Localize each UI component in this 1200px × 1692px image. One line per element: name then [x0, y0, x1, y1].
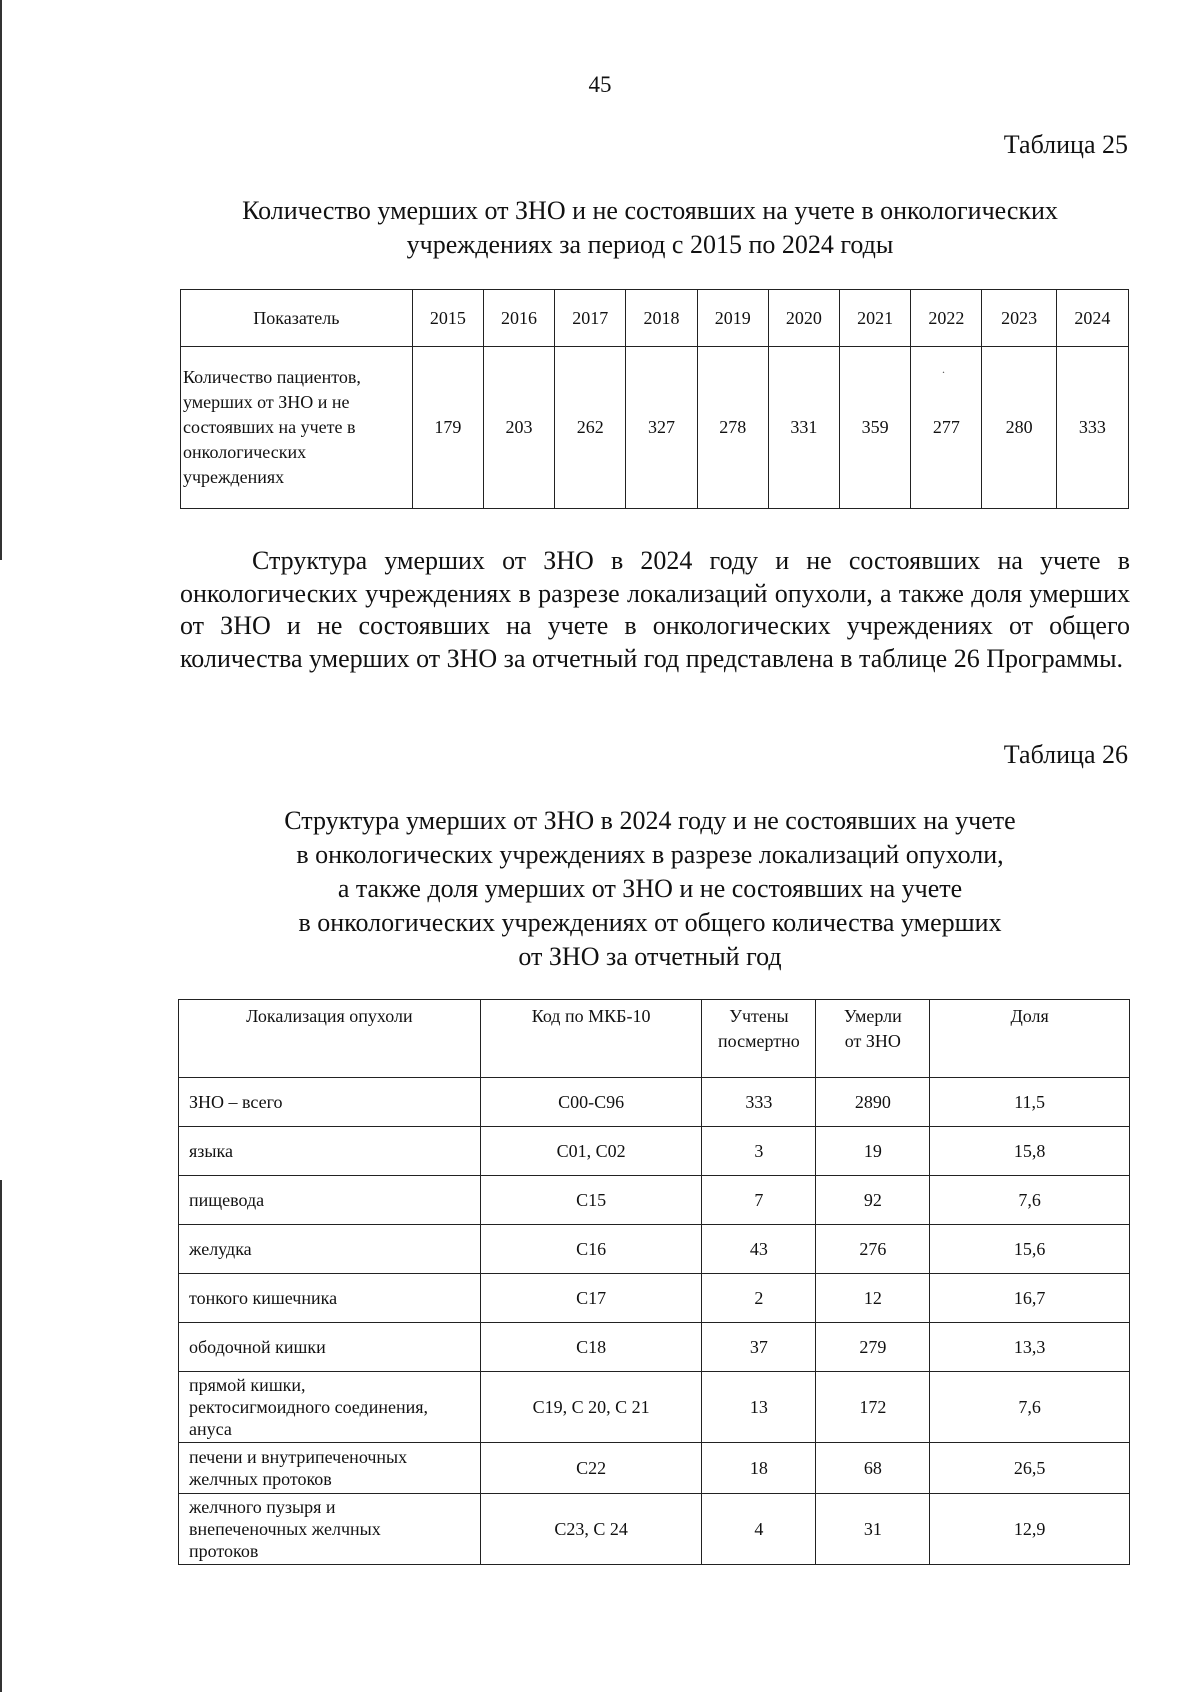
localization-line: ректосигмоидного соединения,	[189, 1397, 429, 1417]
value-cell: 280	[982, 347, 1056, 509]
localization-cell	[179, 1176, 481, 1225]
died-cell: 68	[816, 1443, 930, 1494]
share-cell: 7,6	[930, 1176, 1130, 1225]
code-cell: С00-С96	[480, 1078, 702, 1127]
share-cell: 15,8	[930, 1127, 1130, 1176]
header-cell: 2021	[840, 290, 911, 347]
localization-line: протоков	[189, 1541, 259, 1561]
share-cell: 11,5	[930, 1078, 1130, 1127]
title-line: Количество умерших от ЗНО и не состоявших на учете в онкологических	[242, 196, 1058, 225]
header-cell: 2015	[412, 290, 483, 347]
code-cell: С17	[480, 1274, 702, 1323]
died-cell: 2890	[816, 1078, 930, 1127]
table-row	[179, 1323, 1130, 1372]
row-label-line: Количество пациентов,	[183, 367, 361, 387]
header-cell: 2022	[911, 290, 982, 347]
counted-cell: 37	[702, 1323, 816, 1372]
header-cell: Показатель	[181, 290, 413, 347]
localization-line: ЗНО – всего	[189, 1092, 283, 1112]
localization-line: желчных протоков	[189, 1469, 332, 1489]
title-line: от ЗНО за отчетный год	[518, 942, 782, 971]
localization-line: тонкого кишечника	[189, 1288, 338, 1308]
share-cell: 7,6	[930, 1372, 1130, 1443]
value-cell: 262	[555, 347, 626, 509]
table-row	[179, 1176, 1130, 1225]
code-cell: С22	[480, 1443, 702, 1494]
value-cell: 333	[1056, 347, 1128, 509]
table-26-body	[179, 1078, 1130, 1565]
code-cell: С23, С 24	[480, 1494, 702, 1565]
title-line: в онкологических учреждениях в разрезе локализаций опухоли,	[296, 840, 1004, 869]
title-line: Структура умерших от ЗНО в 2024 году и не состоявших на учете	[284, 806, 1016, 835]
table-row	[179, 1078, 1130, 1127]
localization-cell	[179, 1127, 481, 1176]
table-row	[179, 1127, 1130, 1176]
table-row	[179, 1494, 1130, 1565]
localization-cell	[179, 1225, 481, 1274]
header-cell: 2019	[697, 290, 768, 347]
header-cell: 2018	[626, 290, 697, 347]
table-26	[178, 999, 1130, 1565]
header-cell: 2024	[1056, 290, 1128, 347]
value-cell: 327	[626, 347, 697, 509]
share-cell: 16,7	[930, 1274, 1130, 1323]
code-cell: С19, С 20, С 21	[480, 1372, 702, 1443]
title-line: в онкологических учреждениях от общего количества умерших	[298, 908, 1002, 937]
localization-cell	[179, 1078, 481, 1127]
died-cell: 12	[816, 1274, 930, 1323]
localization-cell	[179, 1274, 481, 1323]
title-line: а также доля умерших от ЗНО и не состоявших на учете	[337, 874, 963, 903]
header-cell: 2016	[483, 290, 554, 347]
share-cell: 15,6	[930, 1225, 1130, 1274]
table-25-caption: Таблица 25	[1003, 130, 1128, 159]
counted-cell: 43	[702, 1225, 816, 1274]
value-cell: 277	[911, 347, 982, 509]
share-cell: 12,9	[930, 1494, 1130, 1565]
value-cell: 278	[697, 347, 768, 509]
header-cell-died	[816, 1000, 930, 1078]
counted-cell: 7	[702, 1176, 816, 1225]
table-row	[179, 1372, 1130, 1443]
table-row	[179, 1274, 1130, 1323]
localization-line: пищевода	[189, 1190, 265, 1210]
scan-edge-bottom	[0, 1180, 2, 1692]
localization-line: печени и внутрипеченочных	[189, 1447, 408, 1467]
table-25	[180, 289, 1129, 509]
localization-cell	[179, 1494, 481, 1565]
localization-line: желчного пузыря и	[189, 1497, 336, 1517]
localization-line: прямой кишки,	[189, 1375, 306, 1395]
code-cell: С18	[480, 1323, 702, 1372]
localization-cell	[179, 1443, 481, 1494]
page-number: 45	[588, 72, 612, 97]
header-cell: 2023	[982, 290, 1056, 347]
row-label-line: состоявших на учете в	[183, 417, 356, 437]
died-cell: 19	[816, 1127, 930, 1176]
value-cell: 331	[768, 347, 839, 509]
header-cell: 2020	[768, 290, 839, 347]
counted-cell: 2	[702, 1274, 816, 1323]
value-cell: 359	[840, 347, 911, 509]
counted-cell: 3	[702, 1127, 816, 1176]
table-row	[179, 1225, 1130, 1274]
row-label-line: умерших от ЗНО и не	[183, 392, 350, 412]
share-cell: 26,5	[930, 1443, 1130, 1494]
row-label-line: учреждениях	[183, 467, 285, 487]
header-line: Учтены	[729, 1006, 789, 1026]
localization-cell	[179, 1323, 481, 1372]
localization-line: языка	[189, 1141, 233, 1161]
died-cell: 279	[816, 1323, 930, 1372]
table-26-title	[150, 804, 1150, 974]
header-cell-code: Код по МКБ-10	[480, 1000, 702, 1078]
table-25-title	[150, 194, 1150, 262]
table-row	[181, 347, 1129, 509]
header-cell-share: Доля	[930, 1000, 1130, 1078]
header-cell: 2017	[555, 290, 626, 347]
table-26-caption: Таблица 26	[1003, 740, 1128, 769]
value-cell: 179	[412, 347, 483, 509]
table-header-row	[181, 290, 1129, 347]
header-cell-counted	[702, 1000, 816, 1078]
counted-cell: 333	[702, 1078, 816, 1127]
died-cell: 276	[816, 1225, 930, 1274]
counted-cell: 18	[702, 1443, 816, 1494]
died-cell: 92	[816, 1176, 930, 1225]
row-label-line: онкологических	[183, 442, 307, 462]
value-cell: 203	[483, 347, 554, 509]
localization-line: желудка	[189, 1239, 252, 1259]
localization-line: ануса	[189, 1419, 232, 1439]
table-header-row	[179, 1000, 1130, 1078]
code-cell: С01, С02	[480, 1127, 702, 1176]
code-cell: С15	[480, 1176, 702, 1225]
header-line: Умерли	[843, 1006, 902, 1026]
header-line: посмертно	[718, 1031, 800, 1051]
localization-line: ободочной кишки	[189, 1337, 326, 1357]
share-cell: 13,3	[930, 1323, 1130, 1372]
counted-cell: 4	[702, 1494, 816, 1565]
localization-line: внепеченочных желчных	[189, 1519, 381, 1539]
row-label	[181, 347, 413, 509]
died-cell: 31	[816, 1494, 930, 1565]
localization-cell	[179, 1372, 481, 1443]
header-cell-localization: Локализация опухоли	[179, 1000, 481, 1078]
counted-cell: 13	[702, 1372, 816, 1443]
table-row	[179, 1443, 1130, 1494]
header-line: от ЗНО	[844, 1031, 901, 1051]
body-paragraph: Структура умерших от ЗНО в 2024 году и не состоявших на учете в онкологических учреждениях в разрезе локализаций опухоли, а также доля умерших от ЗНО и не состоявших на учете в онкологических учреждениях от общего количества умерших от ЗНО за отчетный год представлена в таблице 26 Программы.	[180, 546, 1130, 673]
code-cell: С16	[480, 1225, 702, 1274]
title-line: учреждениях за период с 2015 по 2024 годы	[406, 230, 894, 259]
died-cell: 172	[816, 1372, 930, 1443]
